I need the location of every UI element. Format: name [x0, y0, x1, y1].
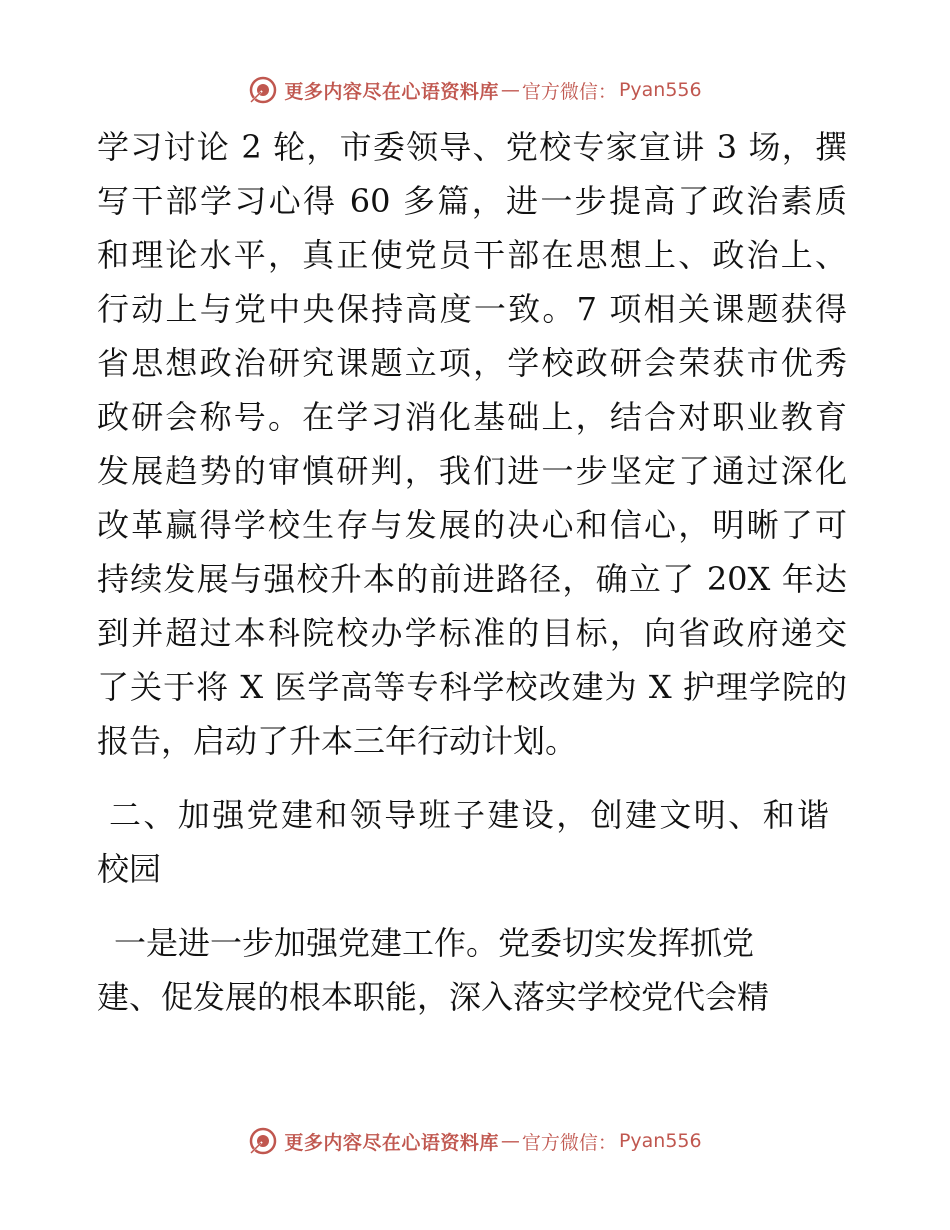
- banner-dash: —: [500, 79, 520, 101]
- paragraph-line: 一是进一步加强党建工作。党委切实发挥抓党: [114, 924, 755, 962]
- paragraph-line: 和理论水平，真正使党员干部在思想上、政治上、: [97, 236, 847, 274]
- paragraph-line: 持续发展与强校升本的前进路径，确立了 20X 年达: [97, 560, 847, 598]
- paragraph-line: 行动上与党中央保持高度一致。7 项相关课题获得: [97, 290, 847, 328]
- quill-seal-icon: [248, 1126, 278, 1156]
- banner-wechat-label: 官方微信：: [521, 80, 617, 103]
- footer-banner: [0, 1121, 950, 1161]
- paragraph-line: 学习讨论 2 轮，市委领导、党校专家宣讲 3 场，撰: [97, 128, 847, 166]
- paragraph-line: 写干部学习心得 60 多篇，进一步提高了政治素质: [97, 182, 847, 220]
- paragraph-line: 报告，启动了升本三年行动计划。: [97, 722, 578, 760]
- paragraph-line: 了关于将 X 医学高等专科学校改建为 X 护理学院的: [97, 668, 847, 706]
- paragraph-line: 建、促发展的根本职能，深入落实学校党代会精: [97, 978, 770, 1016]
- paragraph-line: 省思想政治研究课题立项，学校政研会荣获市优秀: [97, 344, 847, 382]
- banner-wechat-label: 官方微信：: [521, 1131, 617, 1154]
- section-heading: 二、加强党建和领导班子建设，创建文明、和谐: [109, 796, 829, 834]
- paragraph-line: 发展趋势的审慎研判，我们进一步坚定了通过深化: [97, 452, 847, 490]
- banner-dash: —: [500, 1130, 520, 1152]
- paragraph-line: 到并超过本科院校办学标准的目标，向省政府递交: [97, 614, 847, 652]
- paragraph-line: 改革赢得学校生存与发展的决心和信心，明晰了可: [97, 506, 847, 544]
- banner-wechat-id: Pyan556: [618, 79, 702, 101]
- paragraph-line: 政研会称号。在学习消化基础上，结合对职业教育: [97, 398, 847, 436]
- banner-site-name: 更多内容尽在心语资料库: [284, 80, 499, 103]
- banner-site-name: 更多内容尽在心语资料库: [284, 1131, 499, 1154]
- section-heading-continued: 校园: [97, 850, 162, 888]
- banner-wechat-id: Pyan556: [618, 1130, 702, 1152]
